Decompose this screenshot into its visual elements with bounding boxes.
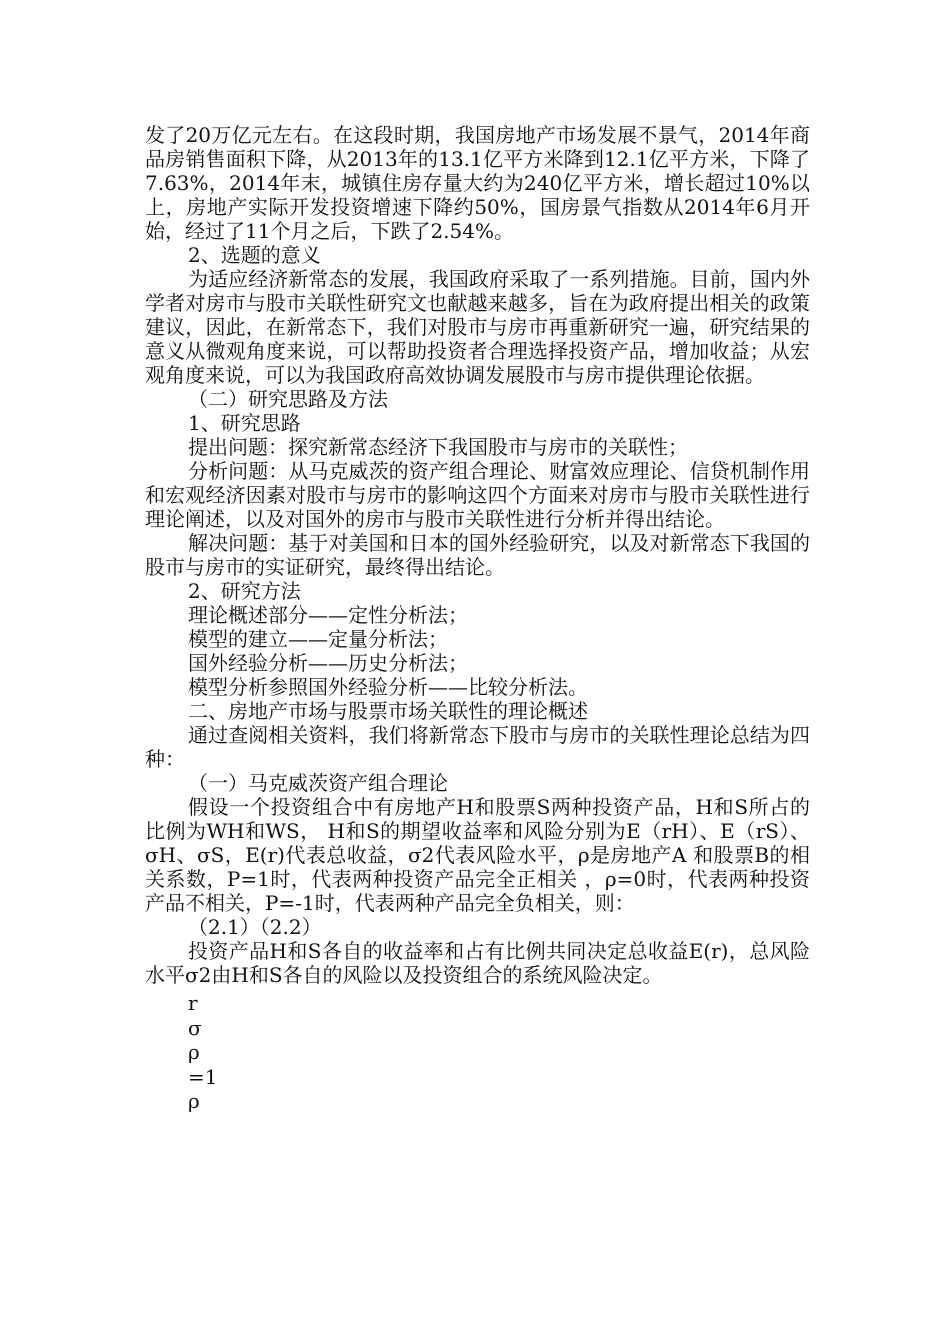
- body-paragraph: 通过查阅相关资料，我们将新常态下股市与房市的关联性理论总结为四种：: [145, 723, 810, 771]
- formula-symbol: r: [188, 991, 198, 1015]
- section-heading: 2、研究方法: [188, 579, 301, 603]
- body-paragraph: 分析问题：从马克威茨的资产组合理论、财富效应理论、信贷机制作用和宏观经济因素对股市与房市的影响这四个方面来对房市与股市关联性进行理论阐述，以及对国外的房市与股市关联性进行分析并得出结论。: [145, 459, 810, 531]
- body-paragraph: 投资产品H和S各自的收益率和占有比例共同决定总收益E(r)，总风险水平σ2由H和S各自的风险以及投资组合的系统风险决定。: [145, 939, 810, 987]
- document-page: [145, 123, 810, 1114]
- list-item: 模型分析参照国外经验分析——比较分析法。: [188, 675, 588, 699]
- body-paragraph: 解决问题：基于对美国和日本的国外经验研究，以及对新常态下我国的股市与房市的实证研究，最终得出结论。: [145, 531, 810, 579]
- body-paragraph: 发了20万亿元左右。在这段时期，我国房地产市场发展不景气，2014年商品房销售面积下降，从2013年的13.1亿平方米降到12.1亿平方米，下降了7.63%，2014年末，城镇住房存量大约为240亿平方米，增长超过10%以上，房地产实际开发投资增速下降约50%，国房景气指数从2014年6月开始，经过了11个月之后，下跌了2.54%。: [145, 123, 810, 243]
- list-item: 国外经验分析——历史分析法；: [188, 651, 468, 675]
- formula-symbol: ρ: [188, 1089, 200, 1113]
- formula-symbol: ρ: [188, 1040, 200, 1064]
- section-heading: 2、选题的意义: [188, 243, 321, 267]
- formula-symbol: =1: [188, 1064, 218, 1089]
- body-paragraph: 提出问题：探究新常态经济下我国股市与房市的关联性；: [188, 435, 688, 459]
- body-paragraph: 为适应经济新常态的发展，我国政府采取了一系列措施。目前，国内外学者对房市与股市关联性研究文也献越来越多，旨在为政府提出相关的政策建议，因此，在新常态下，我们对股市与房市再重新研究一遍，研究结果的意义从微观角度来说，可以帮助投资者合理选择投资产品，增加收益；从宏观角度来说，可以为我国政府高效协调发展股市与房市提供理论依据。: [145, 267, 810, 387]
- section-heading: 二、房地产市场与股票市场关联性的理论概述: [188, 699, 588, 723]
- formula-symbol: σ: [188, 1015, 202, 1040]
- list-item: 理论概述部分——定性分析法；: [188, 603, 468, 627]
- equation-labels: （2.1）（2.2）: [188, 915, 322, 939]
- body-paragraph: 假设一个投资组合中有房地产H和股票S两种投资产品，H和S所占的比例为WH和WS， H和S的期望收益率和风险分别为E（rH）、E（rS）、σH、σS，E(r)代表总收益，σ2代表风险水平，ρ是房地产A 和股票B的相关系数，P=1时，代表两种投资产品完全正相关 ，ρ=0时，代表两种投资产品不相关，P=-1时，代表两种产品完全负相关，则：: [145, 795, 810, 915]
- list-item: 模型的建立——定量分析法；: [188, 627, 448, 651]
- section-heading: 1、研究思路: [188, 411, 301, 435]
- section-heading: （一）马克威茨资产组合理论: [188, 771, 448, 795]
- section-heading: （二）研究思路及方法: [188, 387, 388, 411]
